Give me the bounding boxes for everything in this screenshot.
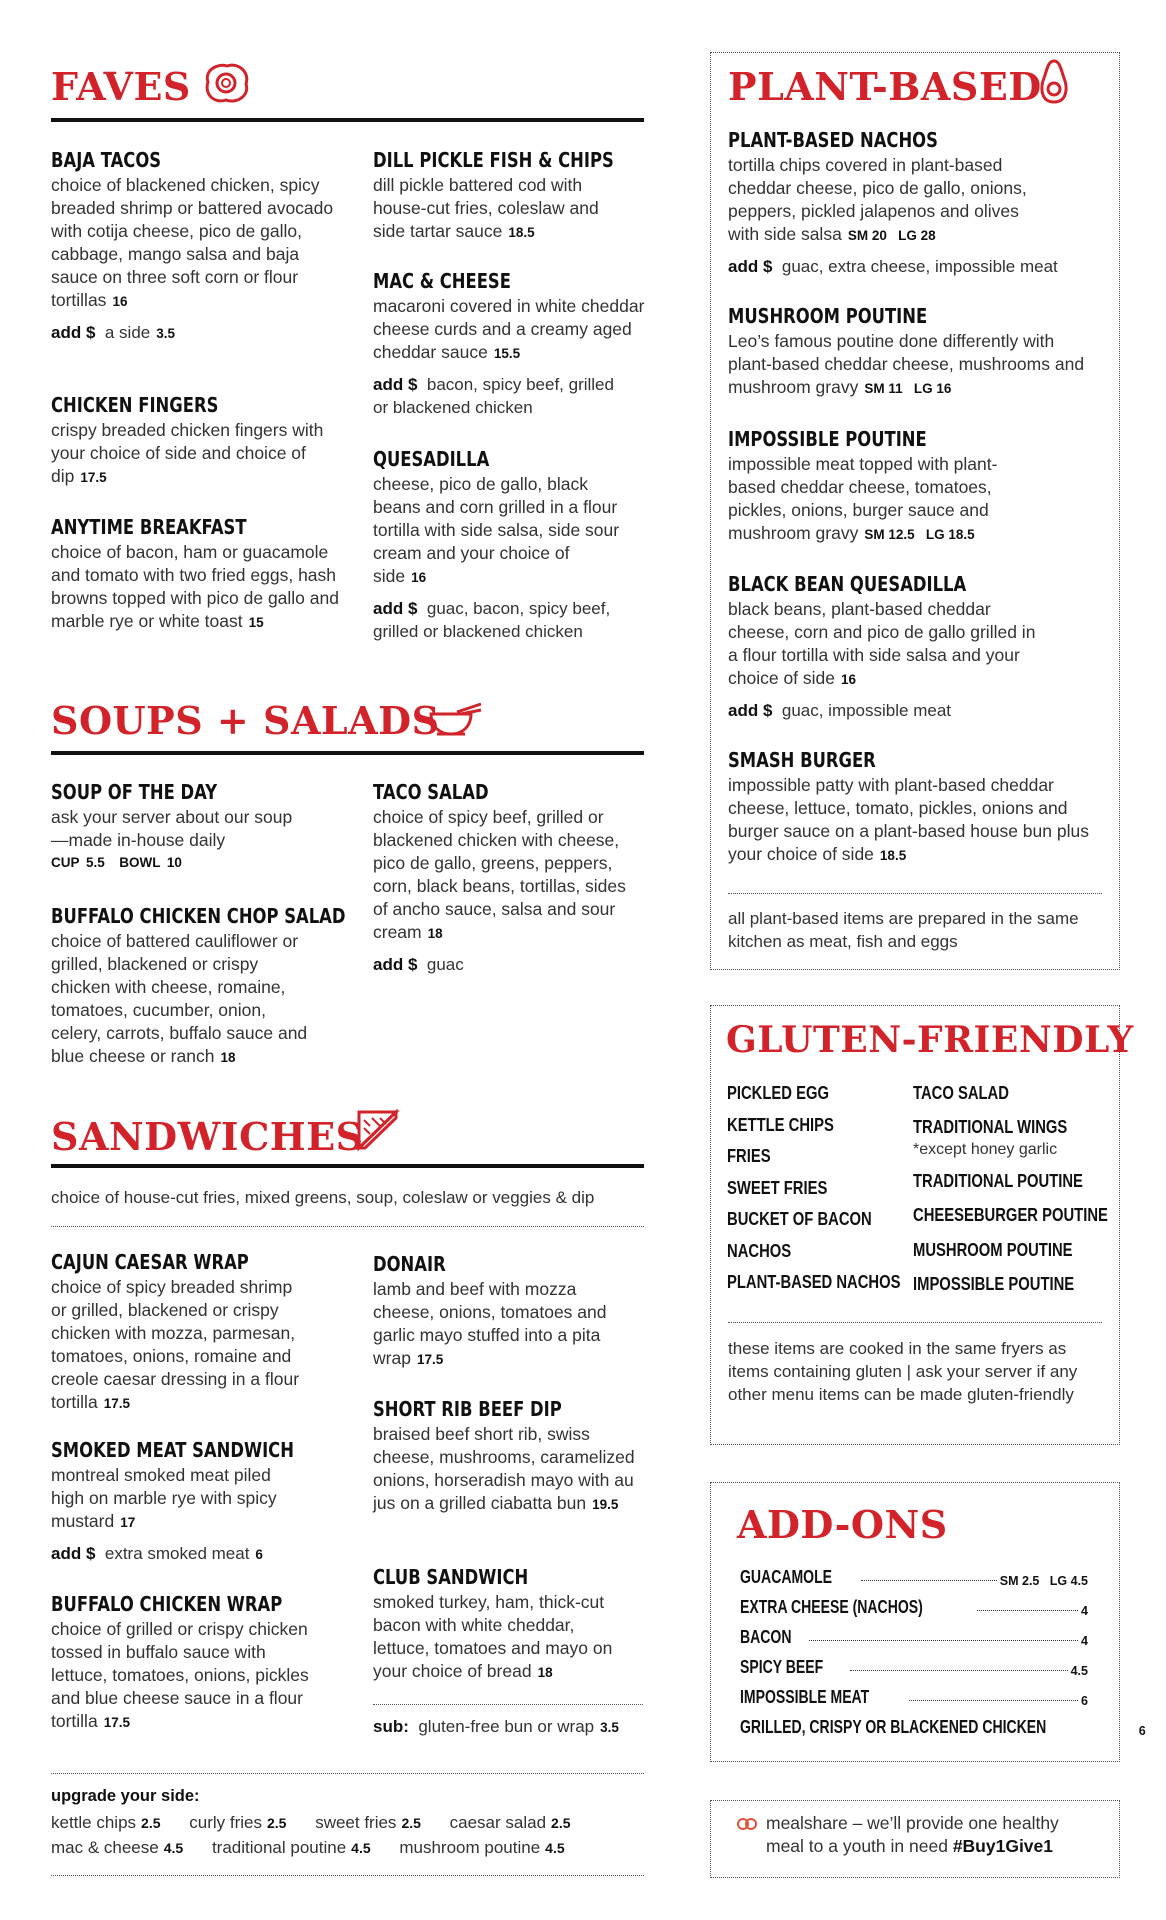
addon-price: 6 [1138,1724,1146,1738]
gluten-title: GLUTEN-FRIENDLY [726,1019,1134,1061]
dotted-divider [373,1704,643,1705]
item-price: 17.5 [103,1396,130,1411]
item-desc: dill pickle battered cod with house-cut fries, coleslaw and side tartar sauce [373,175,599,241]
menu-item-mac-cheese [373,269,663,419]
item-name: ANYTIME BREAKFAST [51,515,247,539]
item-price: 17.5 [103,1715,130,1730]
add-price: 3.5 [156,326,176,341]
mealshare-text [766,1812,1096,1858]
upgrade-item: caesar salad [449,1813,547,1832]
addon-row [740,1618,1088,1648]
fried-egg-icon [200,60,252,106]
sandwich-icon [356,1108,400,1154]
addon-row [740,1558,1088,1588]
add-label: add $ [728,701,773,720]
gluten-note: these items are cooked in the same fryers as items containing gluten | ask your server if any other menu items can be made gluten-friendly [728,1339,1078,1404]
menu-item-anytime-breakfast [51,515,341,634]
add-label: add $ [51,323,96,342]
add-label: add $ [373,599,418,618]
dotted-divider [728,893,1102,894]
addon-row [740,1678,1088,1708]
menu-item-plant-nachos [728,128,1108,278]
gf-item: SWEET FRIES [727,1176,828,1198]
cup-price: 5.5 [85,855,105,870]
item-price: 16 [411,570,427,585]
menu-item-quesadilla [373,447,653,643]
item-name: CAJUN CAESAR WRAP [51,1250,249,1274]
item-name: BUFFALO CHICKEN CHOP SALAD [51,904,346,928]
addon-row [740,1648,1088,1678]
gf-item: FRIES [727,1145,771,1166]
item-desc: choice of battered cauliflower or grilled, blackened or crispy chicken with cheese, romaine, tomatoes, cucumber, onion, celery, carrots, buffalo sauce and blue cheese or ranch [51,931,308,1066]
menu-item-mushroom-poutine [728,304,1108,400]
sandwiches-title: SANDWICHES [51,1114,364,1159]
dotted-divider [728,1322,1102,1323]
item-desc: tortilla chips covered in plant-based cheddar cheese, pico de gallo, onions, peppers, pickled jalapenos and olives with side salsa [728,155,1027,244]
avocado-icon [1037,58,1071,106]
add-text: bacon, spicy beef, grilled or blackened chicken [373,375,614,417]
soups-rule [51,751,644,755]
gf-note: *except honey garlic [913,1140,1058,1158]
mealshare-icon [736,1816,758,1832]
faves-title: FAVES [51,64,191,109]
item-price: 15.5 [493,346,521,361]
gf-item: IMPOSSIBLE POUTINE [913,1273,1075,1294]
menu-item-smash-burger [728,748,1108,867]
upgrade-row-2 [51,1836,565,1860]
item-desc: impossible patty with plant-based cheddar cheese, lettuce, tomato, pickles, onions and burger sauce on a plant-based house bun plus your choice of side [728,775,1089,864]
gf-item: MUSHROOM POUTINE [913,1238,1073,1260]
upgrade-price: 4.5 [545,1840,565,1856]
dotted-divider [51,1773,644,1774]
addon-price: 4.5 [1070,1664,1088,1678]
gluten-col-1 [727,1077,944,1298]
item-price: 17.5 [416,1352,444,1367]
item-desc: black beans, plant-based cheddar cheese, corn and pico de gallo grilled in a flour tortilla with side salsa and your choice of side [728,599,1036,688]
add-label: add $ [373,375,418,394]
menu-item-baja-tacos [51,148,341,345]
addon-row [740,1588,1088,1618]
item-price: 18.5 [508,225,535,240]
item-sizes: SM 20 LG 28 [847,228,936,243]
item-name: TACO SALAD [373,780,489,804]
menu-item-black-bean-quesadilla [728,572,1108,722]
item-price: 17.5 [80,470,107,485]
add-text: guac [426,955,464,974]
menu-item-short-rib-beef-dip [373,1397,653,1516]
dot-leader [809,1640,1078,1641]
item-desc: Leo’s famous poutine done differently with plant-based cheddar cheese, mushrooms and mushroom gravy [728,331,1085,397]
addon-row [740,1708,1146,1738]
item-desc: braised beef short rib, swiss cheese, mushrooms, caramelized onions, horseradish mayo with au jus on a grilled ciabatta bun [373,1424,635,1513]
item-sizes: SM 11 LG 16 [864,381,952,396]
item-desc: lamb and beef with mozza cheese, onions, tomatoes and garlic mayo stuffed into a pita wrap [373,1279,607,1368]
menu-item-buffalo-chicken-wrap [51,1592,341,1734]
addon-name: GRILLED, CRISPY OR BLACKENED CHICKEN [740,1717,1047,1737]
upgrade-price: 4.5 [351,1840,371,1856]
sub-line [373,1715,663,1739]
item-desc: montreal smoked meat piled high on marble rye with spicy mustard [51,1465,277,1531]
item-name: CLUB SANDWICH [373,1565,529,1589]
mealshare-message: mealshare – we’ll provide one healthy meal to a youth in need [766,1813,1059,1856]
menu-item-dill-pickle-fish [373,148,653,244]
plant-title: PLANT-BASED [728,64,1042,109]
item-name: PLANT-BASED NACHOS [728,128,938,152]
dotted-divider [51,1875,644,1876]
item-desc: impossible meat topped with plant-based cheddar cheese, tomatoes, pickles, onions, burger sauce and mushroom gravy [728,454,998,543]
dot-leader [861,1580,997,1581]
menu-item-smoked-meat [51,1438,341,1566]
dotted-divider [51,1226,644,1227]
item-name: MUSHROOM POUTINE [728,304,928,328]
item-name: QUESADILLA [373,447,490,471]
gf-item: PICKLED EGG [727,1082,829,1103]
item-price: 16 [112,294,128,309]
addon-name: SPICY BEEF [740,1657,824,1677]
addon-price: SM 2.5 LG 4.5 [999,1574,1088,1588]
item-name: BLACK BEAN QUESADILLA [728,572,967,596]
gf-item: TRADITIONAL POUTINE [913,1169,1083,1191]
plant-note: all plant-based items are prepared in the same kitchen as meat, fish and eggs [728,909,1079,951]
gluten-col-2 [913,1077,1157,1300]
sandwiches-rule [51,1164,644,1168]
item-desc: choice of spicy beef, grilled or blackened chicken with cheese, pico de gallo, greens, peppers, corn, black beans, tortillas, sides of ancho sauce, salsa and sour cream [373,807,626,942]
upgrade-title: upgrade your side: [51,1787,200,1805]
menu-item-buffalo-chop-salad [51,904,346,1069]
add-text: extra smoked meat [104,1544,250,1563]
upgrade-price: 2.5 [266,1815,287,1831]
item-name: DILL PICKLE FISH & CHIPS [373,148,614,172]
gf-item: TRADITIONAL WINGS [913,1115,1068,1137]
bowl-label: BOWL [119,855,161,870]
gf-item: PLANT-BASED NACHOS [727,1271,901,1292]
menu-item-chicken-fingers [51,393,341,489]
addon-name: IMPOSSIBLE MEAT [740,1687,870,1707]
add-label: add $ [728,257,773,276]
item-name: BAJA TACOS [51,148,162,172]
add-label: add $ [51,1544,96,1563]
upgrade-item: mac & cheese [51,1838,159,1857]
addon-name: GUACAMOLE [740,1567,833,1587]
item-desc: choice of grilled or crispy chicken tossed in buffalo sauce with lettuce, tomatoes, onions, pickles and blue cheese sauce in a flour tortilla [51,1619,309,1731]
add-label: add $ [373,955,418,974]
add-text: guac, impossible meat [781,701,951,720]
dot-leader [909,1700,1078,1701]
item-name: SOUP OF THE DAY [51,780,218,804]
item-desc: choice of blackened chicken, spicy breaded shrimp or battered avocado with cotija cheese, pico de gallo, cabbage, mango salsa and baja sauce on three soft corn or flour tortillas [51,175,334,310]
item-name: IMPOSSIBLE POUTINE [728,427,927,451]
item-price: 15 [248,615,264,630]
upgrade-price: 2.5 [141,1815,161,1831]
item-sizes: SM 12.5 LG 18.5 [864,527,975,542]
menu-item-club-sandwich [373,1565,643,1684]
item-price: 18.5 [879,848,907,863]
item-price: 19.5 [592,1497,619,1512]
cup-label: CUP [51,855,80,870]
bowl-price: 10 [166,855,182,870]
upgrade-price: 2.5 [551,1815,571,1831]
item-price: 18 [537,1665,553,1680]
sub-text: gluten-free bun or wrap [418,1717,595,1736]
item-desc: smoked turkey, ham, thick-cut bacon with white cheddar, lettuce, tomatoes and mayo on your choice of bread [373,1592,613,1681]
dot-leader [977,1610,1078,1611]
item-desc: cheese, pico de gallo, black beans and corn grilled in a flour tortilla with side salsa, side sour cream and your choice of side [373,474,620,586]
gf-item: CHEESEBURGER POUTINE [913,1204,1108,1225]
sub-label: sub: [373,1717,409,1736]
menu-item-soup-of-the-day [51,780,341,872]
bowl-icon [427,700,485,740]
addons-title: ADD-ONS [737,1502,948,1547]
soups-title: SOUPS + SALADS [51,698,440,743]
upgrade-item: kettle chips [51,1813,137,1832]
upgrade-row-1 [51,1811,571,1835]
item-desc: ask your server about our soup—made in-house daily [51,807,293,850]
add-text: a side [104,323,151,342]
addon-price: 4 [1081,1634,1088,1648]
mealshare-tag: #Buy1Give1 [952,1836,1054,1856]
add-text: guac, extra cheese, impossible meat [781,257,1058,276]
menu-item-taco-salad [373,780,643,976]
sandwiches-intro: choice of house-cut fries, mixed greens, soup, coleslaw or veggies & dip [51,1188,595,1207]
addon-name: EXTRA CHEESE (NACHOS) [740,1597,923,1617]
item-name: SMOKED MEAT SANDWICH [51,1438,294,1462]
add-text: guac, bacon, spicy beef, grilled or blackened chicken [373,599,611,641]
menu-item-impossible-poutine [728,427,1108,546]
item-name: DONAIR [373,1252,446,1276]
item-desc: crispy breaded chicken fingers with your choice of side and choice of dip [51,420,324,486]
item-price: 17 [120,1515,136,1530]
faves-rule [51,118,644,122]
sub-price: 3.5 [600,1720,619,1735]
upgrade-price: 4.5 [163,1840,184,1856]
upgrade-item: sweet fries [315,1813,397,1832]
gf-item: TACO SALAD [913,1082,1009,1103]
upgrade-item: curly fries [189,1813,262,1832]
item-name: CHICKEN FINGERS [51,393,219,417]
gf-item: NACHOS [727,1239,792,1261]
item-desc: choice of spicy breaded shrimp or grilled, blackened or crispy chicken with mozza, parmesan, tomatoes, onions, romaine and creole caesar dressing in a flour tortilla [51,1277,300,1412]
upgrade-item: mushroom poutine [399,1838,541,1857]
add-price: 6 [255,1547,263,1562]
item-price: 16 [841,672,857,687]
menu-item-donair [373,1252,633,1371]
item-name: MAC & CHEESE [373,269,511,293]
item-name: SHORT RIB BEEF DIP [373,1397,562,1421]
dot-leader [850,1670,1068,1671]
item-name: SMASH BURGER [728,748,876,772]
addon-price: 4 [1081,1604,1088,1618]
addon-name: BACON [740,1627,792,1647]
item-price: 18 [220,1050,236,1065]
upgrade-item: traditional poutine [211,1838,347,1857]
gf-item: KETTLE CHIPS [727,1113,834,1135]
item-desc: choice of bacon, ham or guacamole and tomato with two fried eggs, hash browns topped with pico de gallo and marble rye or white toast [51,542,339,631]
addon-price: 6 [1081,1694,1088,1708]
gf-item: BUCKET OF BACON [727,1208,872,1229]
item-price: 18 [427,926,443,941]
menu-item-cajun-caesar-wrap [51,1250,341,1415]
item-name: BUFFALO CHICKEN WRAP [51,1592,283,1616]
item-desc: macaroni covered in white cheddar cheese curds and a creamy aged cheddar sauce [373,296,645,362]
upgrade-price: 2.5 [401,1815,421,1831]
